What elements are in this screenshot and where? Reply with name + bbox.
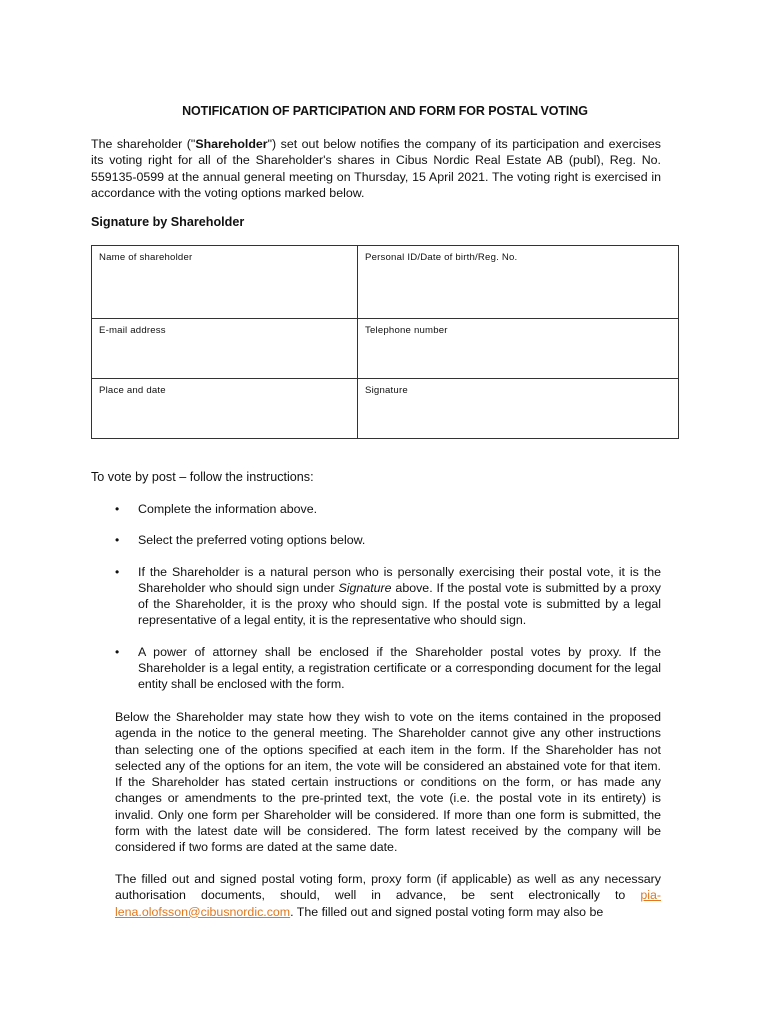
bullet-icon: • (115, 644, 120, 659)
name-field[interactable] (92, 246, 358, 319)
personal-id-field[interactable] (358, 246, 679, 319)
name-label: Name of shareholder (99, 252, 193, 263)
intro-text-start: The shareholder (" (91, 137, 196, 151)
telephone-label: Telephone number (365, 325, 448, 336)
email-label: E-mail address (99, 325, 166, 336)
intro-paragraph (91, 136, 661, 201)
submission-text-start: The filled out and signed postal voting form, proxy form (if applicable) as well as any necessary authorisation documents, should, well in advance, be sent electronically to (115, 872, 661, 903)
signature-field[interactable] (358, 379, 679, 439)
list-item-text-end: above. If the postal vote is submitted by a proxy of the Shareholder, it is the proxy who should sign. If the postal vote is submitted by a legal representative of a legal entity, it is the representative who should sign. (138, 580, 661, 628)
signature-row-name (92, 246, 679, 319)
list-item (91, 564, 661, 629)
list-item (91, 532, 661, 548)
list-item-text: A power of attorney shall be enclosed if the Shareholder postal votes by proxy. If the Shareholder is a legal entity, a registration certificate or a corresponding document for the legal entity shall be enclosed with the form. (138, 644, 661, 692)
telephone-field[interactable] (358, 319, 679, 379)
signature-table (91, 245, 679, 439)
list-item (91, 644, 661, 693)
signature-label: Signature (365, 385, 408, 396)
submission-paragraph (115, 871, 661, 920)
document-title: NOTIFICATION OF PARTICIPATION AND FORM FOR POSTAL VOTING (182, 104, 588, 118)
list-item-text: Complete the information above. (138, 502, 318, 516)
signature-heading: Signature by Shareholder (91, 215, 245, 229)
list-item (91, 501, 661, 517)
signature-row-sign (92, 379, 679, 439)
bullet-icon: • (115, 502, 120, 516)
list-item-text-start: If the Shareholder is a natural person who is personally exercising their postal vote, it is the Shareholder who should sign under (138, 564, 661, 595)
signature-row-contact (92, 319, 679, 379)
submission-text-end: . The filled out and signed postal voting form may also be (290, 904, 604, 919)
vote-instructions-heading: To vote by post – follow the instructions: (91, 470, 314, 484)
bullet-icon: • (115, 533, 120, 548)
intro-text-end: ") set out below notifies the company of its participation and exercises its voting right for all of the Shareholder's shares in Cibus Nordic Real Estate AB (publ), Reg. No. 559135-0599 at the annual general meeting on Thursday, 15 April 2021. The voting right is exercised in accordance with the voting options marked below. (91, 137, 662, 200)
email-link[interactable]: pia-lena.olofsson@cibusnordic.com (115, 888, 661, 919)
personal-id-label: Personal ID/Date of birth/Reg. No. (365, 252, 518, 263)
voting-rules-paragraph: Below the Shareholder may state how they wish to vote on the items contained in the proposed agenda in the notice to the general meeting. The Shareholder cannot give any other instructions than selecting one of the options specified at each item in the form. If the Shareholder has not selected any of the options for an item, the vote will be considered an abstained vote for that item. If the Shareholder has stated certain instructions or conditions on the form, or has made any changes or amendments to the pre-printed text, the vote (i.e. the postal vote in its entirety) is invalid. Only one form per Shareholder will be considered. If more than one form is submitted, the form with the latest date will be considered. The form latest received by the company will be considered if two forms are dated at the same date. (115, 710, 661, 855)
place-date-field[interactable] (92, 379, 358, 439)
instruction-list (91, 501, 661, 708)
bullet-icon: • (115, 564, 120, 579)
list-item-text: Select the preferred voting options below. (138, 533, 366, 548)
email-field[interactable] (92, 319, 358, 379)
signature-term: Signature (338, 580, 392, 595)
place-date-label: Place and date (99, 385, 166, 396)
intro-shareholder-term: Shareholder (195, 137, 268, 151)
